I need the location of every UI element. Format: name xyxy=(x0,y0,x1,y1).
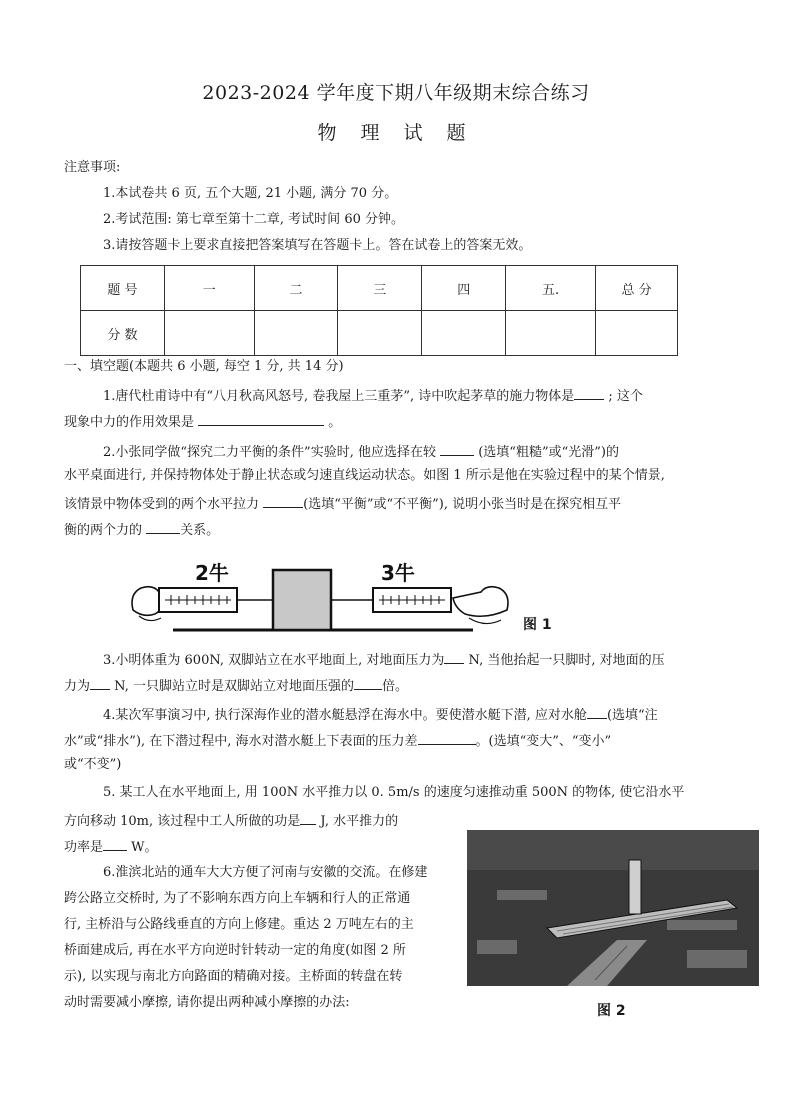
score-cell xyxy=(506,311,596,356)
table-cell: 总 分 xyxy=(596,266,678,311)
q1-text: 现象中力的作用效果是 xyxy=(64,415,199,430)
q2-text: 衡的两个力的 xyxy=(64,523,147,538)
q6-line4: 桥面建成后, 再在水平方向逆时针转动一定的角度(如图 2 所 xyxy=(64,943,406,958)
q6-line5: 示), 以实现与南北方向路面的精确对接。主桥面的转盘在转 xyxy=(64,969,403,984)
notice-item-3: 3.请按答题卡上要求直接把答案填写在答题卡上。答在试卷上的答案无效。 xyxy=(103,238,532,253)
right-force-label: 3牛 xyxy=(381,561,415,585)
table-cell: 题 号 xyxy=(81,266,165,311)
q1-text: 1.唐代杜甫诗中有“八月秋高风怒号, 卷我屋上三重茅”, 诗中吹起茅草的施力物体是 xyxy=(103,389,575,404)
q3-text: N, 当他抬起一只脚时, 对地面的压 xyxy=(464,653,665,668)
q2-line2: 水平桌面进行, 并保持物体处于静止状态或匀速直线运动状态。如图 1 所示是他在实验过程中的某个情景, xyxy=(64,468,665,483)
q2-line3 xyxy=(64,493,621,514)
q3-text: 力为 xyxy=(64,679,91,694)
q5-text: J, 水平推力的 xyxy=(316,814,399,829)
left-hand-detail xyxy=(139,616,161,621)
table-cell: 二 xyxy=(254,266,338,311)
q5-text: 功率是 xyxy=(64,840,104,855)
q2-line4 xyxy=(64,519,219,540)
score-cell xyxy=(164,311,254,356)
answer-blank xyxy=(444,649,464,664)
q4-line1 xyxy=(103,704,658,725)
answer-blank xyxy=(263,493,303,508)
answer-blank xyxy=(574,385,604,400)
score-cell xyxy=(254,311,338,356)
q3-line1 xyxy=(103,649,665,670)
section1-heading: 一、填空题(本题共 6 小题, 每空 1 分, 共 14 分) xyxy=(64,359,344,374)
photo-sky xyxy=(467,830,759,870)
q4-text: (选填“注 xyxy=(606,708,658,723)
q5-line3 xyxy=(64,836,158,857)
q1-line1 xyxy=(103,385,643,406)
wooden-block xyxy=(273,570,331,630)
notice-item-2: 2.考试范围: 第七章至第十二章, 考试时间 60 分钟。 xyxy=(103,212,404,227)
figure-2-caption: 图 2 xyxy=(597,1003,626,1019)
answer-blank xyxy=(103,836,127,851)
q5-text: 方向移动 10m, 该过程中工人所做的功是 xyxy=(64,814,301,829)
q4-text: 。(选填“变大”、“变小” xyxy=(475,734,612,749)
q2-text: (选填“粗糙”或“光滑”)的 xyxy=(474,445,619,460)
q2-text: 2.小张同学做“探究二力平衡的条件”实验时, 他应选择在较 xyxy=(103,445,441,460)
answer-blank xyxy=(354,675,382,690)
q2-line1 xyxy=(103,441,619,462)
q4-line3: 或“不变”) xyxy=(64,757,122,772)
answer-blank xyxy=(90,675,110,690)
q3-text: 3.小明体重为 600N, 双脚站立在水平地面上, 对地面压力为 xyxy=(103,653,445,668)
q2-text: 关系。 xyxy=(180,523,220,538)
score-cell xyxy=(422,311,506,356)
answer-blank xyxy=(300,810,316,825)
q5-text: W。 xyxy=(127,840,158,855)
notice-item-1: 1.本试卷共 6 页, 五个大题, 21 小题, 满分 70 分。 xyxy=(103,186,398,201)
figure-1-caption: 图 1 xyxy=(523,617,552,633)
left-force-label: 2牛 xyxy=(195,561,229,585)
q2-text: (选填“平衡”或“不平衡”), 说明小张当时是在探究相互平 xyxy=(303,497,622,512)
q4-line2 xyxy=(64,730,611,751)
score-cell xyxy=(338,311,422,356)
table-cell: 三 xyxy=(338,266,422,311)
score-table-header-row xyxy=(81,266,678,311)
q5-line1: 5. 某工人在水平地面上, 用 100N 水平推力以 0. 5m/s 的速度匀速推动重 500N 的物体, 使它沿水平 xyxy=(103,785,685,800)
q6-line2: 跨公路立交桥时, 为了不影响东西方向上车辆和行人的正常通 xyxy=(64,891,411,906)
figure-1-spring-scales xyxy=(125,558,515,644)
score-table-score-row xyxy=(81,311,678,356)
notice-heading: 注意事项: xyxy=(64,160,121,175)
q1-text: 。 xyxy=(324,415,342,430)
exam-subtitle: 物 理 试 题 xyxy=(317,122,475,144)
q2-text: 该情景中物体受到的两个水平拉力 xyxy=(64,497,264,512)
q4-text: 水”或“排水”), 在下潜过程中, 海水对潜水艇上下表面的压力差 xyxy=(64,734,418,749)
table-cell: 一 xyxy=(164,266,254,311)
q6-line1: 6.淮滨北站的通车大大方便了河南与安徽的交流。在修建 xyxy=(103,865,428,880)
answer-blank xyxy=(418,730,476,745)
q3-text: 倍。 xyxy=(381,679,408,694)
exam-title: 2023-2024 学年度下期八年级期末综合练习 xyxy=(202,82,590,104)
table-cell: 分 数 xyxy=(81,311,165,356)
q4-text: 4.某次军事演习中, 执行深海作业的潜水艇悬浮在海水中。要使潜水艇下潜, 应对水舱 xyxy=(103,708,587,723)
answer-blank xyxy=(198,411,324,426)
table-cell: 五. xyxy=(506,266,596,311)
right-hand-detail xyxy=(469,618,501,624)
answer-blank xyxy=(146,519,180,534)
answer-blank xyxy=(587,704,607,719)
q1-text: ; 这个 xyxy=(604,389,643,404)
answer-blank xyxy=(440,441,474,456)
table-cell: 四 xyxy=(422,266,506,311)
figure-2-bridge-photo xyxy=(467,830,759,986)
q3-text: N, 一只脚站立时是双脚站立对地面压强的 xyxy=(110,679,354,694)
q6-line6: 动时需要减小摩擦, 请你提出两种减小摩擦的办法: xyxy=(64,995,350,1010)
bridge-tower xyxy=(629,860,641,914)
q5-line2 xyxy=(64,810,398,831)
score-table xyxy=(80,265,678,356)
q3-line2 xyxy=(64,675,408,696)
score-cell xyxy=(596,311,678,356)
q6-line3: 行, 主桥沿与公路线垂直的方向上修建。重达 2 万吨左右的主 xyxy=(64,917,414,932)
right-hand-icon xyxy=(453,587,508,617)
q1-line2 xyxy=(64,411,341,432)
